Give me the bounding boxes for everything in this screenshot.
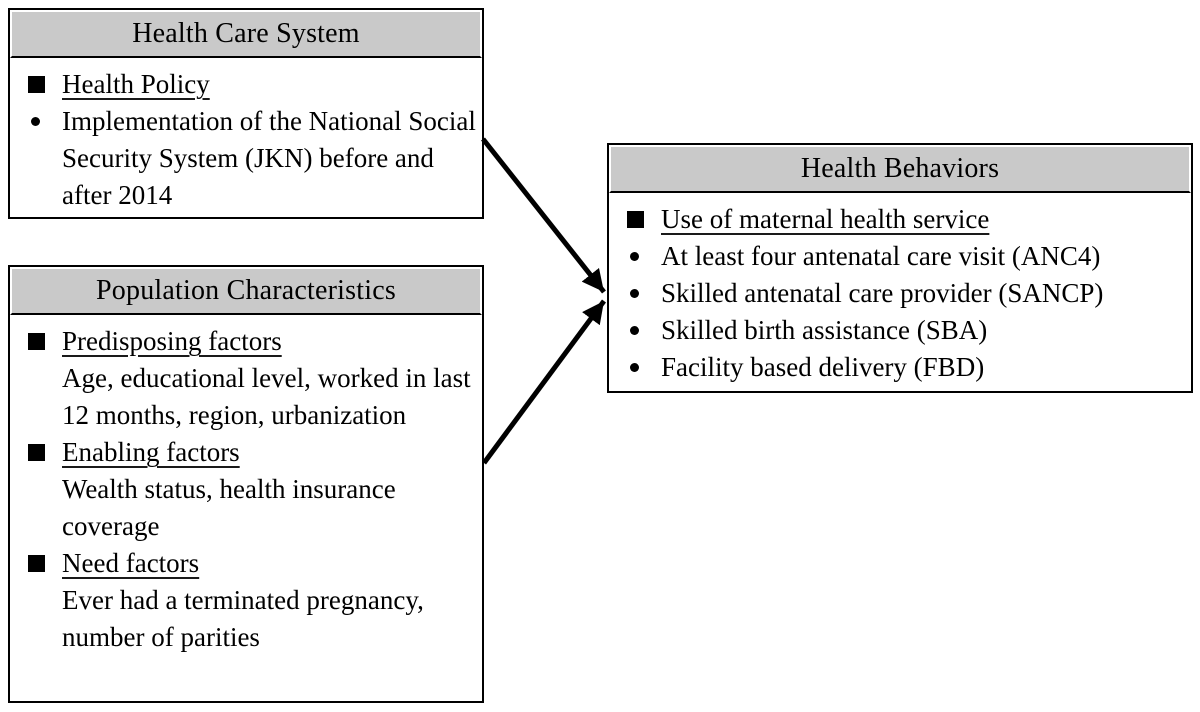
box-title-health-care-system: Health Care System (10, 10, 482, 58)
square-bullet-icon (627, 211, 644, 228)
bullet-cell (28, 103, 62, 126)
square-bullet-icon (28, 76, 45, 93)
box-body-population-characteristics (10, 315, 482, 660)
list-item (28, 471, 478, 545)
list-item (627, 238, 1187, 275)
list-item (28, 545, 478, 582)
item-text: Facility based delivery (FBD) (661, 352, 985, 382)
bullet-cell (627, 275, 661, 298)
square-bullet-icon (28, 444, 45, 461)
item-text: At least four antenatal care visit (ANC4) (661, 241, 1101, 271)
list-item (28, 323, 478, 360)
box-title-health-behaviors: Health Behaviors (609, 145, 1191, 193)
bullet-cell (28, 545, 62, 572)
dot-bullet-icon (630, 289, 639, 298)
box-body-health-behaviors (609, 193, 1191, 390)
list-item (28, 582, 478, 656)
dot-bullet-icon (630, 326, 639, 335)
bullet-cell (627, 349, 661, 372)
bullet-cell (627, 312, 661, 335)
item-text: Need factors (62, 548, 200, 578)
list-item (28, 66, 478, 103)
square-bullet-icon (28, 555, 45, 572)
item-text: Health Policy (62, 69, 210, 99)
arrow-health-care-system-to-health-behaviors (483, 139, 604, 292)
list-item (28, 434, 478, 471)
list-item (28, 360, 478, 434)
bullet-cell (627, 238, 661, 261)
item-text: Skilled antenatal care provider (SANCP) (661, 278, 1104, 308)
bullet-cell (28, 323, 62, 350)
list-item (627, 201, 1187, 238)
bullet-cell (28, 434, 62, 461)
item-text: Skilled birth assistance (SBA) (661, 315, 988, 345)
dot-bullet-icon (31, 117, 40, 126)
item-text: Enabling factors (62, 437, 240, 467)
square-bullet-icon (28, 333, 45, 350)
list-item (627, 349, 1187, 386)
arrow-population-characteristics-to-health-behaviors (484, 301, 604, 463)
item-text: Wealth status, health insurance coverage (62, 474, 396, 541)
list-item (627, 312, 1187, 349)
box-health-behaviors (607, 143, 1193, 393)
list-item (627, 275, 1187, 312)
box-title-population-characteristics: Population Characteristics (10, 267, 482, 315)
item-text: Ever had a terminated pregnancy, number of parities (62, 585, 424, 652)
bullet-cell (28, 66, 62, 93)
item-text: Age, educational level, worked in last 12 months, region, urbanization (62, 363, 471, 430)
box-body-health-care-system (10, 58, 482, 218)
dot-bullet-icon (630, 363, 639, 372)
item-text: Use of maternal health service (661, 204, 990, 234)
box-health-care-system (8, 8, 484, 219)
item-text: Predisposing factors (62, 326, 282, 356)
dot-bullet-icon (630, 252, 639, 261)
box-population-characteristics (8, 265, 484, 703)
item-text: Implementation of the National Social Security System (JKN) before and after 2014 (62, 106, 476, 210)
bullet-cell (627, 201, 661, 228)
list-item (28, 103, 478, 214)
